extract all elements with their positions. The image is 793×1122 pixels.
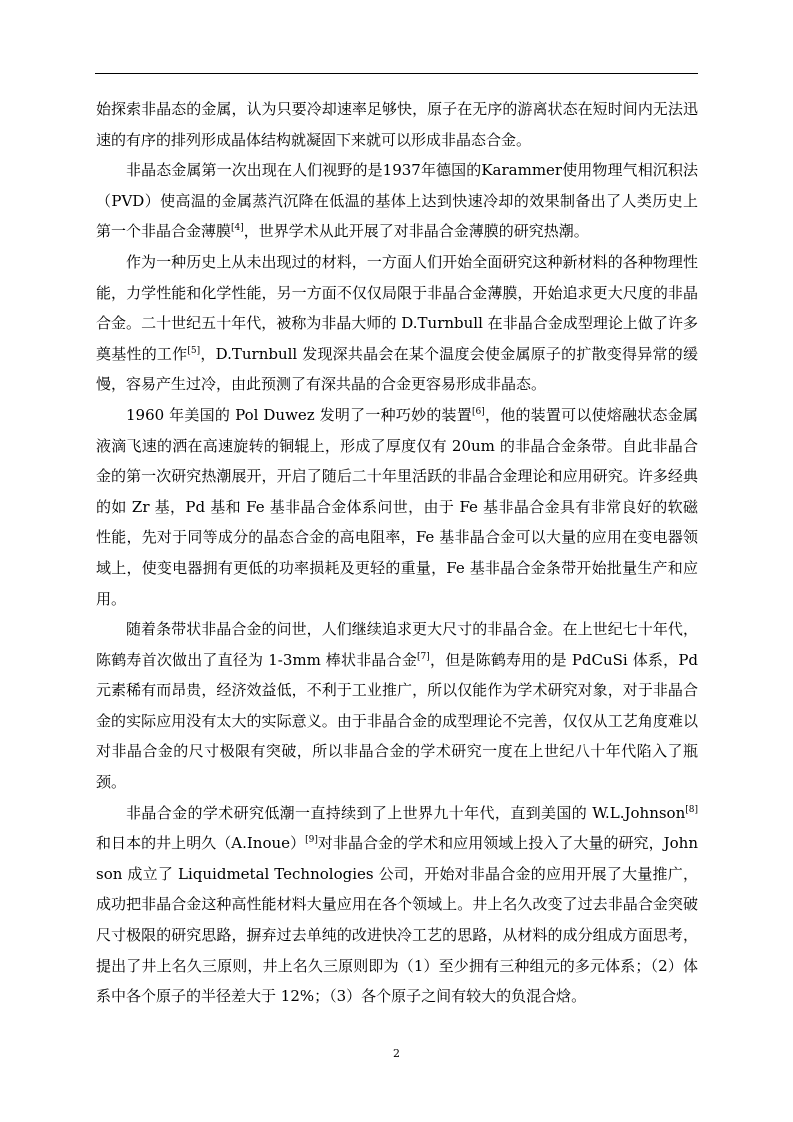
paragraph-text: 非晶态金属第一次出现在人们视野的是1937年德国的Karammer使用物理气相沉积法（PVD）使高温的金属蒸汽沉降在低温的基体上达到快速冷却的效果制备出了人类历史上第一个非晶合金薄膜 <box>96 161 698 241</box>
paragraph-text: 对非晶合金的学术和应用领域上投入了大量的研究，Johnson 成立了 Liquidmetal Technologies 公司，开始对非晶合金的应用开展了大量推广，成功把非晶合金这种高性能材料大量应用在各个领域上。井上名久改变了过去非晶合金突破尺寸极限的研究思路，摒弃过去单纯的改进快冷工艺的思路，从材料的成分组成方面思考，提出了井上名久三原则，井上名久三原则即为（1）至少拥有三种组元的多元体系；（2）体系中各个原子的半径差大于 12%；（3）各个原子之间有较大的负混合焓。 <box>96 834 698 1006</box>
header-rule <box>95 73 698 74</box>
paragraph <box>96 798 698 1012</box>
citation-marker: [8] <box>685 804 698 815</box>
citation-marker: [9] <box>305 835 318 846</box>
paragraph-text: 始探索非晶态的金属，认为只要冷却速率足够快，原子在无序的游离状态在短时间内无法迅速的有序的排列形成晶体结构就凝固下来就可以形成非晶态合金。 <box>96 100 698 149</box>
paragraph-text: ，但是陈鹤寿用的是 PdCuSi 体系，Pd 元素稀有而昂贵，经济效益低，不利于工业推广，所以仅能作为学术研究对象，对于非晶合金的实际应用没有太大的实际意义。由于非晶合金的成型理论不完善，仅仅从工艺角度难以对非晶合金的尺寸极限有突破，所以非晶合金的学术研究一度在上世纪八十年代陷入了瓶颈。 <box>96 650 699 792</box>
paragraph-text: 1960 年美国的 Pol Duwez 发明了一种巧妙的装置 <box>126 405 473 424</box>
paragraph-text: 随着条带状非晶合金的问世，人们继续追求更大尺寸的非晶合金。在上世纪七十年代，陈鹤寿首次做出了直径为 1-3mm 棒状非晶合金 <box>96 620 698 669</box>
body-text <box>96 94 698 1012</box>
paragraph-text: 和日本的井上明久（A.Inoue） <box>96 834 306 853</box>
citation-marker: [7] <box>417 651 430 662</box>
paragraph-text: ，D.Turnbull 发现深共晶会在某个温度会使金属原子的扩散变得异常的缓慢，容易产生过冷，由此预测了有深共晶的合金更容易形成非晶态。 <box>96 344 698 394</box>
paragraph <box>96 614 698 798</box>
citation-marker: [6] <box>472 406 485 417</box>
page-number: 2 <box>393 1047 400 1060</box>
paragraph-text: ，他的装置可以使熔融状态金属液滴飞速的洒在高速旋转的铜辊上，形成了厚度仅有 20um 的非晶合金条带。自此非晶合金的第一次研究热潮展开，开启了随后二十年里活跃的非晶合金理论和应用研究。许多经典的如 Zr 基，Pd 基和 Fe 基非晶合金体系问世，由于 Fe 基非晶合金具有非常良好的软磁性能，先对于同等成分的晶态合金的高电阻率，Fe 基非晶合金可以大量的应用在变电器领域上，使变电器拥有更低的功率损耗及更轻的重量，Fe 基非晶合金条带开始批量生产和应用。 <box>96 405 698 608</box>
citation-marker: [5] <box>187 345 201 356</box>
paragraph <box>96 94 698 155</box>
citation-marker: [4] <box>231 223 244 234</box>
paragraph <box>96 155 698 247</box>
paragraph <box>96 400 698 614</box>
paragraph-text: ，世界学术从此开展了对非晶合金薄膜的研究热潮。 <box>243 222 589 241</box>
paragraph-text: 作为一种历史上从未出现过的材料，一方面人们开始全面研究这种新材料的各种物理性能，力学性能和化学性能，另一方面不仅仅局限于非晶合金薄膜，开始追求更大尺度的非晶合金。二十世纪五十年代，被称为非晶大师的 D.Turnbull 在非晶合金成型理论上做了许多奠基性的工作 <box>96 252 698 363</box>
paragraph <box>96 247 698 400</box>
paragraph-text: 非晶合金的学术研究低潮一直持续到了上世界九十年代，直到美国的 W.L.Johnson <box>126 803 686 822</box>
